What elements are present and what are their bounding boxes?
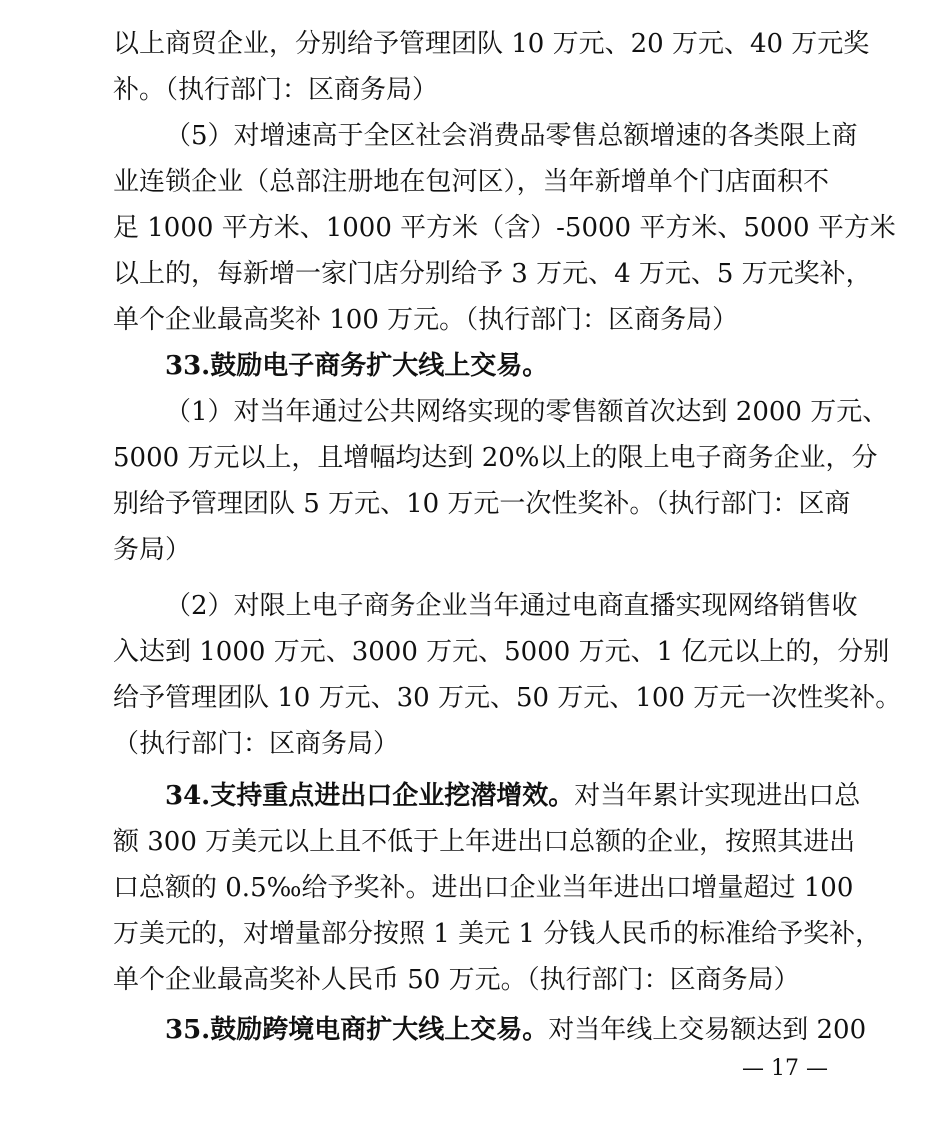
body-line: 务局） — [113, 535, 192, 565]
body-line: 足 1000 平方米、1000 平方米（含）-5000 平方米、5000 平方米 — [113, 213, 896, 243]
body-line: 业连锁企业（总部注册地在包河区），当年新增单个门店面积不 — [113, 167, 829, 197]
body-line: （2）对限上电子商务企业当年通过电商直播实现网络销售收 — [165, 591, 858, 621]
body-line: （1）对当年通过公共网络实现的零售额首次达到 2000 万元、 — [165, 397, 889, 427]
body-line: 单个企业最高奖补 100 万元。（执行部门：区商务局） — [113, 305, 739, 335]
section-34-first-line — [165, 780, 861, 812]
body-line: 以上商贸企业，分别给予管理团队 10 万元、20 万元、40 万元奖 — [113, 29, 870, 59]
section-35-first-line — [165, 1014, 867, 1046]
body-line: 万美元的，对增量部分按照 1 美元 1 分钱人民币的标准给予奖补， — [113, 919, 882, 949]
page-number: — 17 — — [742, 1056, 828, 1081]
body-line: 给予管理团队 10 万元、30 万元、50 万元、100 万元一次性奖补。 — [113, 683, 902, 713]
section-heading-33: 33.鼓励电子商务扩大线上交易。 — [165, 351, 549, 381]
section-heading-35: 35.鼓励跨境电商扩大线上交易。 — [165, 1015, 549, 1045]
body-line: 单个企业最高奖补人民币 50 万元。（执行部门：区商务局） — [113, 965, 800, 995]
body-line: 口总额的 0.5‰给予奖补。进出口企业当年进出口增量超过 100 — [113, 873, 854, 903]
body-line: （执行部门：区商务局） — [113, 729, 400, 759]
body-line: 别给予管理团队 5 万元、10 万元一次性奖补。（执行部门：区商 — [113, 489, 851, 519]
body-line: 补。（执行部门：区商务局） — [113, 75, 439, 105]
section-34-text: 对当年累计实现进出口总 — [574, 781, 861, 811]
body-line: 以上的，每新增一家门店分别给予 3 万元、4 万元、5 万元奖补， — [113, 259, 872, 289]
section-heading-34: 34.支持重点进出口企业挖潜增效。 — [165, 781, 575, 811]
body-line: 5000 万元以上，且增幅均达到 20%以上的限上电子商务企业，分 — [113, 443, 878, 473]
section-35-text: 对当年线上交易额达到 200 — [548, 1015, 867, 1045]
body-line: 额 300 万美元以上且不低于上年进出口总额的企业，按照其进出 — [113, 827, 856, 857]
body-line: （5）对增速高于全区社会消费品零售总额增速的各类限上商 — [165, 121, 858, 151]
body-line: 入达到 1000 万元、3000 万元、5000 万元、1 亿元以上的，分别 — [113, 637, 890, 667]
